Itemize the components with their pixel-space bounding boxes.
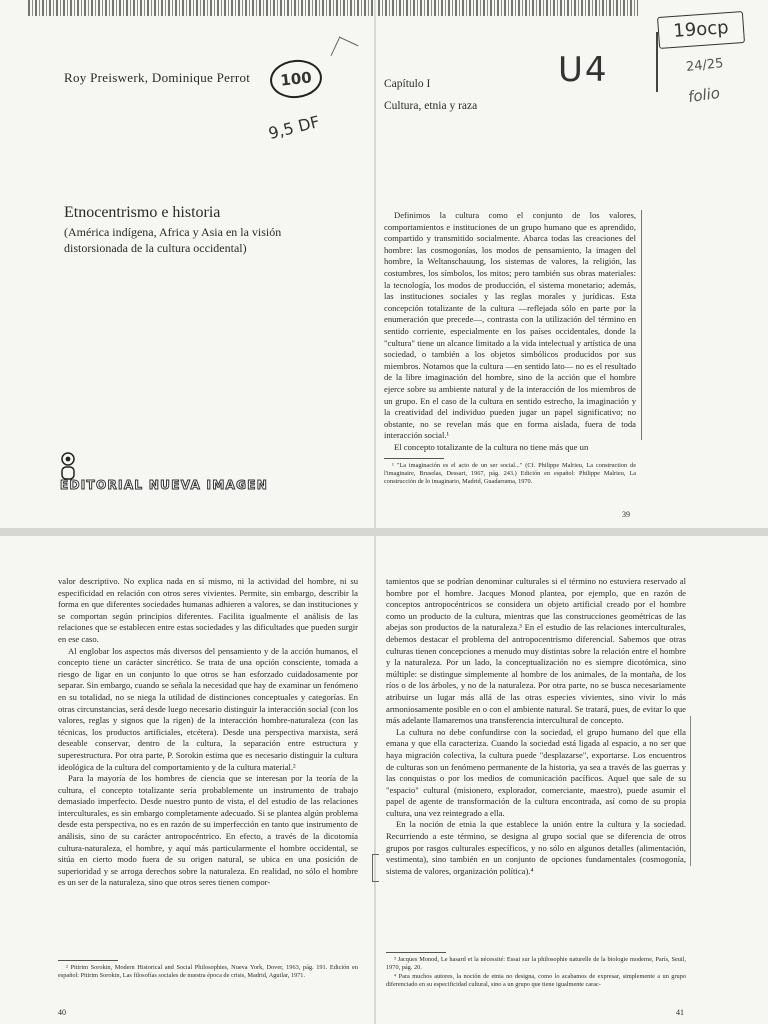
- publisher-logo-icon: [60, 452, 76, 480]
- footnote-rule: [58, 960, 118, 961]
- footnote-rule: [384, 458, 444, 459]
- paragraph: Definimos la cultura como el conjunto de los valores, comportamientos e instituciones de un grupo humano que es aprendido, compartido y transmitido socialmente. Abarca todas las creaciones del hombre: las cosmogonías, los modos de pensamiento, la imagen del hombre, la Weltanschauung, los sistemas de valores, la religión, las costumbres, los símbolos, los mitos; pero también sus obras materiales: la tecnología, los modos de producción, el sistema monetario; además, las instituciones sociales y las reglas morales y jurídicas. Esta concepción totalizante de la cultura —reflejada sólo en parte por la enumeración que precede—, contrasta con la utilización del término en sentido corriente, especialmente en los países occidentales, donde la "cultura" tiene un alcance limitado a la vida intelectual y artística de una sociedad, o también a los objetos simbólicos producidos por sus miembros. Notamos que la cultura —en sentido lato— no es el resultado de la libre imaginación del hombre, sino de la acción que el hombre ejerce sobre su ambiente natural y de la interacción de los miembros de un grupo. En el caso de la cultura en sentido estrecho, la imaginación y la creatividad del individuo pueden jugar un papel significativo; no obstante, no se revelan más que en forma aislada, fuera de toda interacción social.¹: [384, 210, 636, 441]
- publisher-name: EDITORIAL NUEVA IMAGEN: [60, 478, 269, 492]
- book-title: Etnocentrismo e historia: [64, 204, 221, 221]
- page-number: 39: [622, 510, 630, 519]
- margin-bracket-mark: [656, 32, 658, 92]
- margin-bracket-mark: [372, 854, 379, 882]
- paragraph: valor descriptivo. No explica nada en sí mismo, ni la actividad del hombre, ni su especificidad en relación con otros seres vivientes. Permite, sin embargo, describir la forma en que diferentes sociedades humanas adhieren a valores, se dan instituciones y se comportan según principios diferentes. Facilita igualmente el análisis de las relaciones que se establecen entre estas sociedades y las dificultades que pueden surgir en ese caso.: [58, 576, 358, 644]
- footnote: ² Pitirim Sorokin, Modern Historical and Social Philosophies, Nueva York, Dover, 1963, pág. 191. Edición en español: Pitirim Sorokin, Las filosofías sociales de nuestra época de crisis, Madrid, Aguilar, 1971.: [58, 964, 358, 979]
- stamp-note-handwriting: 9,5 DF: [266, 111, 322, 144]
- stamp-circle-number: 100: [268, 57, 324, 100]
- footnotes: [384, 462, 636, 487]
- paragraph: Al englobar los aspectos más diversos del pensamiento y de la acción humanos, el concepto tiene un carácter sincrético. Se trata de una opción consciente, tomada a riesgo de ligar en un conjunto lo que otros se han esforzado cuidadosamente por separar. Sin embargo, cuando se señala la necesidad que hay de examinar un fenómeno en su totalidad, no se niega la utilidad de distinciones conceptuales y categorías. En otras circunstancias, será desde luego necesario distinguir la interacción social (con los valores, reglas y signos que la rigen) de la interacción hombre-naturaleza (con las técnicas, los productos artificiales, etcétera). Desde una perspectiva marxista, será deseable conservar, dentro de la cultura, la separación entre estructura y superestructura. Por otra parte, P. Sorokin estima que es necesario distinguir la cultura ideológica de la cultura del comportamiento y de la cultura material.²: [58, 645, 358, 772]
- footnote: ³ Jacques Monod, Le hasard et la nécessité: Essai sur la philosophie naturelle de la biologie moderne, París, Seuil, 1970, pág. 20.: [386, 956, 686, 971]
- page-gutter: [374, 0, 376, 528]
- right-page-body-text: [386, 576, 686, 877]
- chapter-title: Cultura, etnia y raza: [384, 100, 478, 112]
- paragraph: La cultura no debe confundirse con la sociedad, el grupo humano del que ella emana y que ella caracteriza. Cuando la sociedad está ligada al espacio, a no ser que haya migración colectiva, la cultura puede "desplazarse", exportarse. Los encuentros de culturas son un fenómeno permanente de la historia, ya sea a través de las guerras y las conquistas o por los medios de comunicación pacíficos. Aquel que sale de su "espacio" cultural (misionero, explorador, comerciante, maestro), puede asumir el papel de agente de transformación de la cultura encontrada, así como de su propia cultura, una vez reintegrado a ella.: [386, 726, 686, 818]
- right-footnotes: [386, 956, 686, 990]
- right-page-number: 41: [676, 1008, 684, 1017]
- book-subtitle: (América indígena, Africa y Asia en la visión distorsionada de la cultura occidental): [64, 225, 282, 255]
- bottom-spread: [0, 536, 768, 1024]
- paragraph: En la noción de etnia la que establece la unión entre la cultura y la sociedad. Recurriendo a este término, se designa al grupo social que se diferencia de otros grupos por rasgos culturales específicos, y no sólo en algunos detalles (alimentación, vestimenta), sino también en un conjunto de opciones fundamentales (cosmogonía, sistema de valores, organización política).⁴: [386, 819, 686, 876]
- chapter-body-text: [384, 210, 636, 453]
- paragraph: Para la mayoría de los hombres de ciencia que se interesan por la teoría de la cultura, el concepto totalizante sería probablemente un instrumento de trabajo demasiado imperfecto. Desde nuestro punto de vista, el del estudio de las relaciones interculturales, es sin embargo completamente adecuado. Si se plantea algún problema desde esta perspectiva, no es en razón de su imperfección en tanto que instrumento de análisis, sino de su carácter antropocéntrico. En efecto, a través de la dicotomía cultura-naturaleza, el hombre, y aquí más particularmente el hombre occidental, se sitúa en cierto modo fuera de su origen natural, se ubica en una posición de superioridad y se arroga derechos sobre la naturaleza. En realidad, no sólo el hombre es un ser de la naturaleza, sino que otros seres tienen compor-: [58, 773, 358, 888]
- pencil-tick-marks: [331, 37, 359, 65]
- corner-tag-handwriting: 19ocp: [657, 11, 745, 49]
- left-footnotes: [58, 964, 358, 981]
- book-authors: Roy Preiswerk, Dominique Perrot: [64, 70, 251, 85]
- margin-pencil-line: [690, 716, 691, 866]
- page-gutter: [374, 536, 376, 1024]
- left-page-number: 40: [58, 1008, 66, 1017]
- footnote: ¹ "La imaginación es el acto de un ser social..." (Cf. Philippe Malrieu, La construction de l'imaginaire, Bruselas, Dessart, 1967, pág. 243.) Edición en español: Philippe Malrieu, La construcción de lo imaginario, Madrid, Guadarrama, 1970.: [384, 462, 636, 485]
- corner-note-handwriting: 24/25: [685, 56, 725, 75]
- scan-divider: [0, 528, 768, 536]
- chapter-label: Capítulo I: [384, 78, 431, 90]
- scan-edge-strip: [28, 0, 638, 16]
- paragraph: El concepto totalizante de la cultura no tiene más que un: [394, 441, 589, 452]
- left-page-body-text: [58, 576, 358, 889]
- footnote: ⁴ Para muchos autores, la noción de etnia no designa, como lo acabamos de expresar, simplemente a un grupo diferenciado en su especificidad cultural, sino a un grupo que tiene igualmente carac-: [386, 973, 686, 988]
- paragraph: tamientos que se podrían denominar culturales si el término no estuviera reservado al hombre por el hombre. Jacques Monod plantea, por ejemplo, que en razón de conceptos antropocéntricos se considera un objeto artificial creado por el hombre como un producto de la cultura, mientras que las construcciones geométricas de las abejas son productos de la naturaleza.³ En el estudio de las relaciones interculturales, debemos destacar el problema del antropocentrismo diferencial. Sabemos que otras culturas tienen concepciones a menudo muy distintas sobre la relación entre el hombre y la naturaleza. Por un lado, la conceptualización no es siempre dicotómica, sino múltiple: se distingue simplemente al hombre de los animales, de la montaña, de los ríos o de los árboles, y no de la naturaleza. Por otra parte, no se busca necesariamente atribuirse un lugar más allá de las otras especies vivientes, sino vivir lo más armoniosamente posible en o con el ambiente natural. Se tratará, pues, de evitar lo que más adelante llamaremos una transferencia intercultural de concepto.: [386, 576, 686, 726]
- corner-note2-handwriting: folio: [686, 83, 722, 107]
- footnote-rule: [386, 952, 446, 953]
- handwritten-big-mark: U4: [558, 50, 609, 90]
- margin-pencil-line: [641, 210, 642, 440]
